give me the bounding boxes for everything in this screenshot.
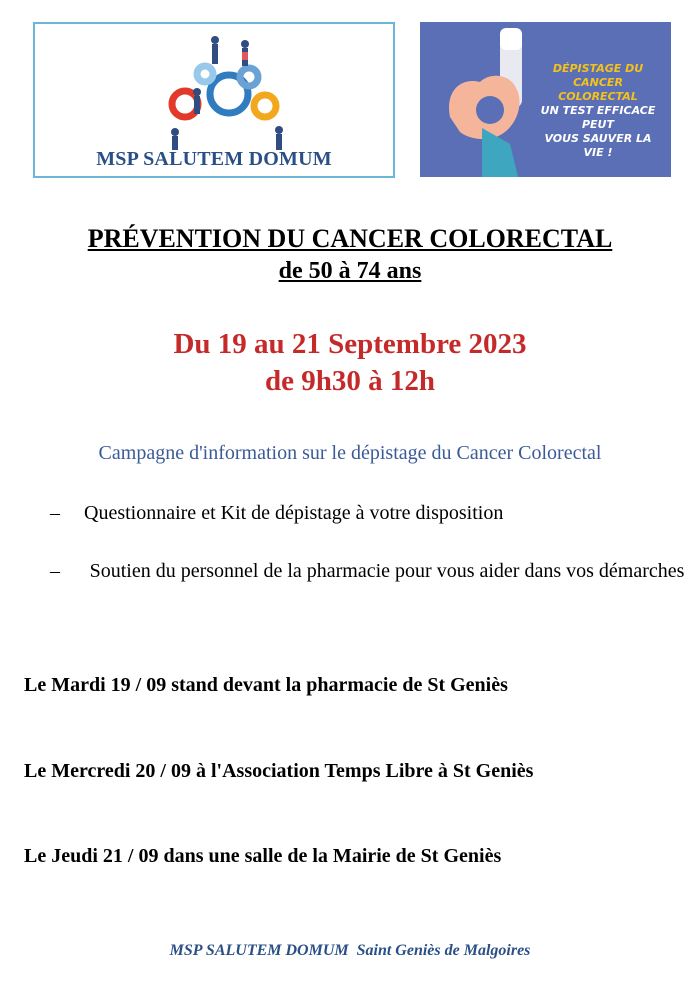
footer-signature: MSP SALUTEM DOMUM Saint Geniès de Malgoires <box>169 942 531 959</box>
event-wednesday: Le Mercredi 20 / 09 à l'Association Temps Libre à St Geniès <box>24 760 534 782</box>
banner-line-4: VOUS SAUVER LA VIE ! <box>544 132 652 159</box>
bullet-item <box>50 499 650 528</box>
page-title: PRÉVENTION DU CANCER COLORECTAL <box>87 224 613 253</box>
age-range: de 50 à 74 ans <box>278 258 422 284</box>
bullet-dash: – <box>50 502 60 524</box>
banner-line-1: DÉPISTAGE DU <box>552 62 644 75</box>
bullet-text: Questionnaire et Kit de dépistage à votre disposition <box>84 502 504 524</box>
bullet-item <box>50 557 690 586</box>
banner-line-3: UN TEST EFFICACE PEUT <box>540 104 656 131</box>
msp-logo <box>33 22 395 178</box>
event-tuesday: Le Mardi 19 / 09 stand devant la pharmacie de St Geniès <box>24 674 508 696</box>
campaign-text: Campagne d'information sur le dépistage du Cancer Colorectal <box>98 442 602 464</box>
banner-line-2: CANCER COLORECTAL <box>558 76 638 103</box>
time-range: de 9h30 à 12h <box>264 365 435 397</box>
teamwork-gears-icon <box>147 32 297 152</box>
bullet-text: Soutien du personnel de la pharmacie pour vous aider dans vos démarches <box>89 560 685 582</box>
banner-text <box>533 62 663 160</box>
date-range: Du 19 au 21 Septembre 2023 <box>173 328 527 360</box>
bullet-dash: – <box>50 560 60 582</box>
screening-banner <box>420 22 671 177</box>
event-thursday: Le Jeudi 21 / 09 dans une salle de la Mairie de St Geniès <box>24 845 502 867</box>
logo-name: MSP SALUTEM DOMUM <box>96 148 332 170</box>
